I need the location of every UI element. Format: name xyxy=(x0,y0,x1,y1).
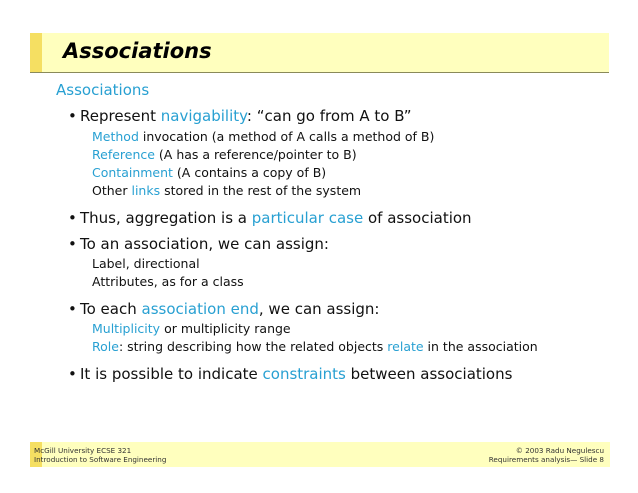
bullet-marker: • xyxy=(68,209,77,227)
keyword-navigability: navigability xyxy=(160,107,247,125)
title-accent-strip xyxy=(30,33,42,72)
keyword-containment: Containment xyxy=(92,165,173,180)
keyword-links: links xyxy=(131,183,161,198)
section-heading: Associations xyxy=(56,81,150,99)
bullet-constraints: • It is possible to indicate constraints between associations xyxy=(68,365,513,383)
bullet-marker: • xyxy=(68,365,77,383)
title-bar xyxy=(30,33,609,73)
footer-slide-number: Requirements analysis— Slide 8 xyxy=(488,455,604,464)
keyword-particular-case: particular case xyxy=(251,209,364,227)
sub-bullet-links: Other links stored in the rest of the system xyxy=(92,183,362,198)
bullet-navigability: • Represent navigability: “can go from A to B” xyxy=(68,107,412,125)
slide-title: Associations xyxy=(63,39,212,63)
sub-bullet-attributes: Attributes, as for a class xyxy=(92,274,244,289)
keyword-relate: relate xyxy=(387,339,424,354)
sub-bullet-method: Method invocation (a method of A calls a method of B) xyxy=(92,129,435,144)
bullet-assign-association: • To an association, we can assign: xyxy=(68,235,329,253)
footer-copyright: © 2003 Radu Negulescu xyxy=(515,446,604,455)
keyword-association-end: association end xyxy=(141,300,259,318)
sub-bullet-role: Role: string describing how the related objects relate in the association xyxy=(92,339,538,354)
bullet-association-end: • To each association end, we can assign: xyxy=(68,300,380,318)
bullet-marker: • xyxy=(68,235,77,253)
footer-bar xyxy=(30,442,610,467)
sub-bullet-multiplicity: Multiplicity or multiplicity range xyxy=(92,321,291,336)
sub-bullet-label: Label, directional xyxy=(92,256,200,271)
footer-course: Introduction to Software Engineering xyxy=(34,455,167,464)
keyword-role: Role xyxy=(92,339,119,354)
keyword-reference: Reference xyxy=(92,147,155,162)
footer-university: McGill University ECSE 321 xyxy=(34,446,132,455)
keyword-method: Method xyxy=(92,129,139,144)
keyword-multiplicity: Multiplicity xyxy=(92,321,161,336)
sub-bullet-containment: Containment (A contains a copy of B) xyxy=(92,165,327,180)
sub-bullet-reference: Reference (A has a reference/pointer to B) xyxy=(92,147,357,162)
keyword-constraints: constraints xyxy=(262,365,346,383)
bullet-marker: • xyxy=(68,300,77,318)
bullet-marker: • xyxy=(68,107,77,125)
bullet-aggregation: • Thus, aggregation is a particular case of association xyxy=(68,209,472,227)
